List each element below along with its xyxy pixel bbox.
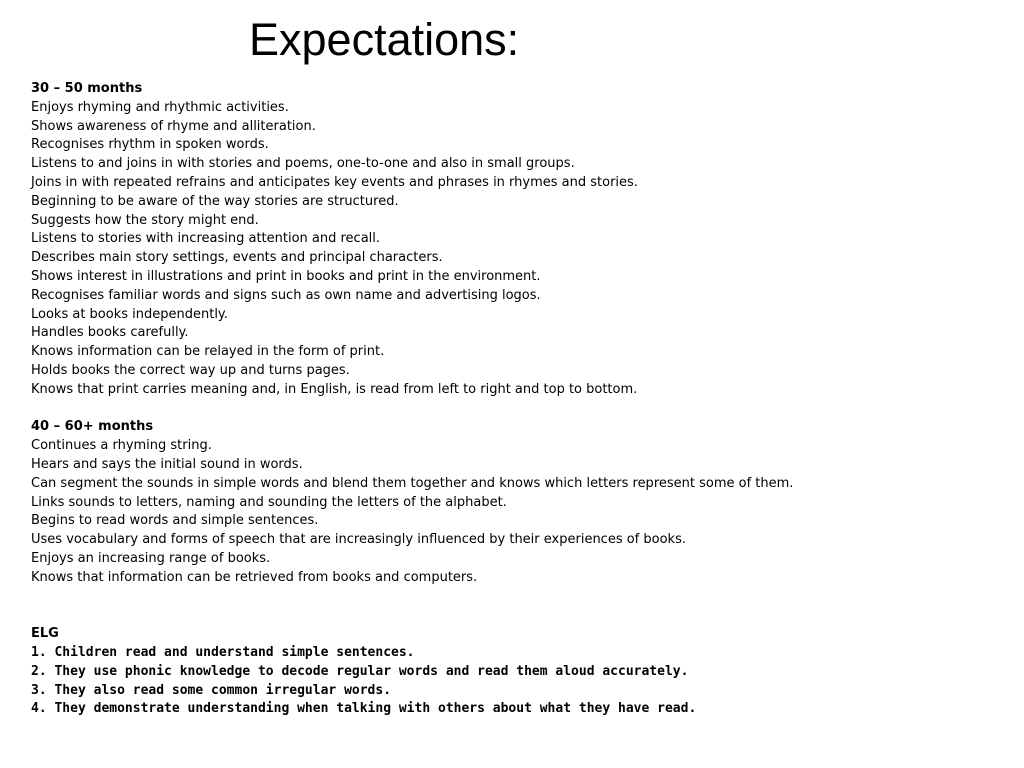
list-item: Knows information can be relayed in the form of print. [31,344,385,360]
list-item: Hears and says the initial sound in words. [31,456,303,472]
list-item: Knows that information can be retrieved from books and computers. [31,569,478,585]
spacer [31,588,793,626]
elg-item: 3. They also read some common irregular words. [31,682,392,698]
list-item: Enjoys rhyming and rhythmic activities. [31,99,289,115]
list-item: Can segment the sounds in simple words and blend them together and knows which letters represent some of them. [31,475,794,491]
elg-item: 2. They use phonic knowledge to decode regular words and read them aloud accurately. [31,663,689,679]
list-item: Handles books carefully. [31,325,189,341]
section-heading-30-50: 30 – 50 months [31,81,143,96]
list-item: Looks at books independently. [31,306,228,322]
list-item: Uses vocabulary and forms of speech that are increasingly influenced by their experiences of books. [31,532,686,548]
list-item: Listens to stories with increasing attention and recall. [31,231,381,247]
spacer [31,400,793,419]
list-item: Knows that print carries meaning and, in English, is read from left to right and top to bottom. [31,381,638,397]
elg-heading: ELG [31,626,59,642]
list-item: Suggests how the story might end. [31,212,259,228]
section-heading-40-60: 40 – 60+ months [31,419,154,435]
list-item: Continues a rhyming string. [31,438,212,454]
list-item: Holds books the correct way up and turns pages. [31,362,350,378]
elg-item: 4. They demonstrate understanding when talking with others about what they have read. [31,701,697,717]
list-item: Beginning to be aware of the way stories are structured. [31,193,399,209]
list-item: Recognises familiar words and signs such as own name and advertising logos. [31,287,541,303]
list-item: Describes main story settings, events and principal characters. [31,250,443,266]
list-item: Begins to read words and simple sentences. [31,513,319,529]
page-title: Expectations: [249,14,520,65]
list-item: Links sounds to letters, naming and sounding the letters of the alphabet. [31,494,507,510]
list-item: Shows interest in illustrations and print in books and print in the environment. [31,268,541,284]
list-item: Joins in with repeated refrains and anticipates key events and phrases in rhymes and stories. [31,174,638,190]
list-item: Enjoys an increasing range of books. [31,550,271,566]
list-item: Recognises rhythm in spoken words. [31,137,269,153]
elg-item: 1. Children read and understand simple sentences. [31,644,415,660]
list-item: Shows awareness of rhyme and alliteration. [31,118,316,134]
list-item: Listens to and joins in with stories and poems, one-to-one and also in small groups. [31,156,575,172]
expectations-content [31,80,793,719]
